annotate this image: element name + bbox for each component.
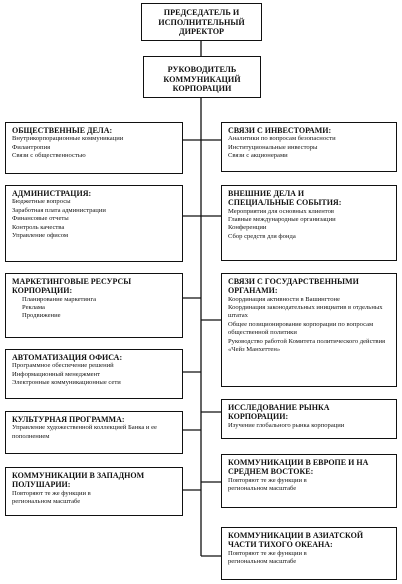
list-item: Институциональные инвесторы bbox=[228, 143, 318, 151]
list-item: Общее позиционирование корпорации по вопросам общественной политики bbox=[228, 320, 374, 337]
list-item: Внутрикорпорационные коммуникации bbox=[12, 135, 124, 143]
right-box-market-research bbox=[221, 399, 397, 439]
list-item: Программное обеспечение решений bbox=[12, 362, 114, 370]
list-item: Повторяют те же функции в региональном масштабе bbox=[228, 549, 307, 565]
right-box-external-affairs bbox=[221, 185, 397, 261]
right-box-title: КОММУНИКАЦИИ В АЗИАТСКОЙ ЧАСТИ ТИХОГО ОКЕАНА: bbox=[228, 531, 364, 550]
list-item: Контроль качества bbox=[12, 223, 65, 231]
list-item: Реклама bbox=[22, 304, 45, 311]
right-box-title: ИССЛЕДОВАНИЕ РЫНКА КОРПОРАЦИИ: bbox=[228, 403, 330, 422]
head-box bbox=[143, 56, 261, 98]
list-item: Главные международные организации bbox=[228, 216, 336, 223]
chairman-title: ПРЕДСЕДАТЕЛЬ И ИСПОЛНИТЕЛЬНЫЙ ДИРЕКТОР bbox=[158, 8, 245, 37]
list-item: Заработная плата администрации bbox=[12, 206, 106, 214]
list-item: Электронные коммуникационные сети bbox=[12, 379, 121, 387]
head-title: РУКОВОДИТЕЛЬ КОММУНИКАЦИЙ КОРПОРАЦИИ bbox=[163, 65, 241, 94]
list-item: Мероприятия для основных клиентов bbox=[228, 207, 335, 215]
right-box-asia-pacific bbox=[221, 527, 397, 580]
right-box-title: ВНЕШНИЕ ДЕЛА И СПЕЦИАЛЬНЫЕ СОБЫТИЯ: bbox=[228, 189, 342, 208]
left-box-cultural-program bbox=[5, 411, 183, 454]
left-box-office-automation bbox=[5, 349, 183, 399]
list-item: Управление художественной коллекцией Банка и ее пополнением bbox=[12, 424, 157, 440]
list-item: Финансовые отчеты bbox=[12, 215, 69, 223]
list-item: Координация законодательных инициатив в отдельных штатах bbox=[228, 304, 383, 320]
left-box-title: МАРКЕТИНГОВЫЕ РЕСУРСЫ КОРПОРАЦИИ: bbox=[12, 277, 132, 296]
list-item: Повторяют те же функции в региональном масштабе bbox=[12, 489, 91, 505]
left-box-administration bbox=[5, 185, 183, 262]
left-box-title: АВТОМАТИЗАЦИЯ ОФИСА: bbox=[12, 353, 123, 362]
left-box-marketing bbox=[5, 273, 183, 338]
list-item: Планирование маркетинга bbox=[22, 295, 97, 303]
left-box-western-hemisphere bbox=[5, 467, 183, 516]
right-box-title: КОММУНИКАЦИИ В ЕВРОПЕ И НА СРЕДНЕМ ВОСТОКЕ: bbox=[228, 458, 369, 477]
right-box-title: СВЯЗИ С ИНВЕСТОРАМИ: bbox=[228, 126, 332, 135]
list-item: Филантропия bbox=[12, 143, 51, 151]
list-item: Аналитики по вопросам безопасности bbox=[228, 135, 336, 143]
chairman-box bbox=[141, 3, 262, 41]
left-box-title: КУЛЬТУРНАЯ ПРОГРАММА: bbox=[12, 415, 125, 424]
list-item: Координация активности в Вашингтоне bbox=[228, 295, 340, 303]
left-box-title: ОБЩЕСТВЕННЫЕ ДЕЛА: bbox=[12, 126, 113, 135]
list-item: Информационный менеджмент bbox=[12, 370, 101, 378]
right-box-europe-middle-east bbox=[221, 454, 397, 508]
list-item: Связи с общественностью bbox=[12, 152, 86, 160]
right-box-government-relations bbox=[221, 273, 397, 387]
left-box-public-affairs bbox=[5, 122, 183, 174]
left-box-title: АДМИНИСТРАЦИЯ: bbox=[12, 189, 92, 198]
list-item: Изучение глобального рынка корпорации bbox=[228, 421, 345, 429]
list-item: Продвижение bbox=[22, 312, 61, 320]
list-item: Руководство работой Комитета политического действия «Чейз Манхеттен» bbox=[228, 337, 386, 354]
list-item: Конференции bbox=[228, 224, 267, 232]
left-box-title: КОММУНИКАЦИИ В ЗАПАДНОМ ПОЛУШАРИИ: bbox=[12, 471, 145, 490]
list-item: Повторяют те же функции в региональном масштабе bbox=[228, 476, 307, 492]
right-box-investor-relations bbox=[221, 122, 397, 172]
list-item: Бюджетные вопросы bbox=[12, 198, 71, 206]
list-item: Управление офисом bbox=[12, 231, 69, 239]
list-item: Связи с акционерами bbox=[228, 152, 288, 160]
list-item: Сбор средств для фонда bbox=[228, 232, 296, 240]
right-box-title: СВЯЗИ С ГОСУДАРСТВЕННЫМИ ОРГАНАМИ: bbox=[228, 277, 359, 296]
